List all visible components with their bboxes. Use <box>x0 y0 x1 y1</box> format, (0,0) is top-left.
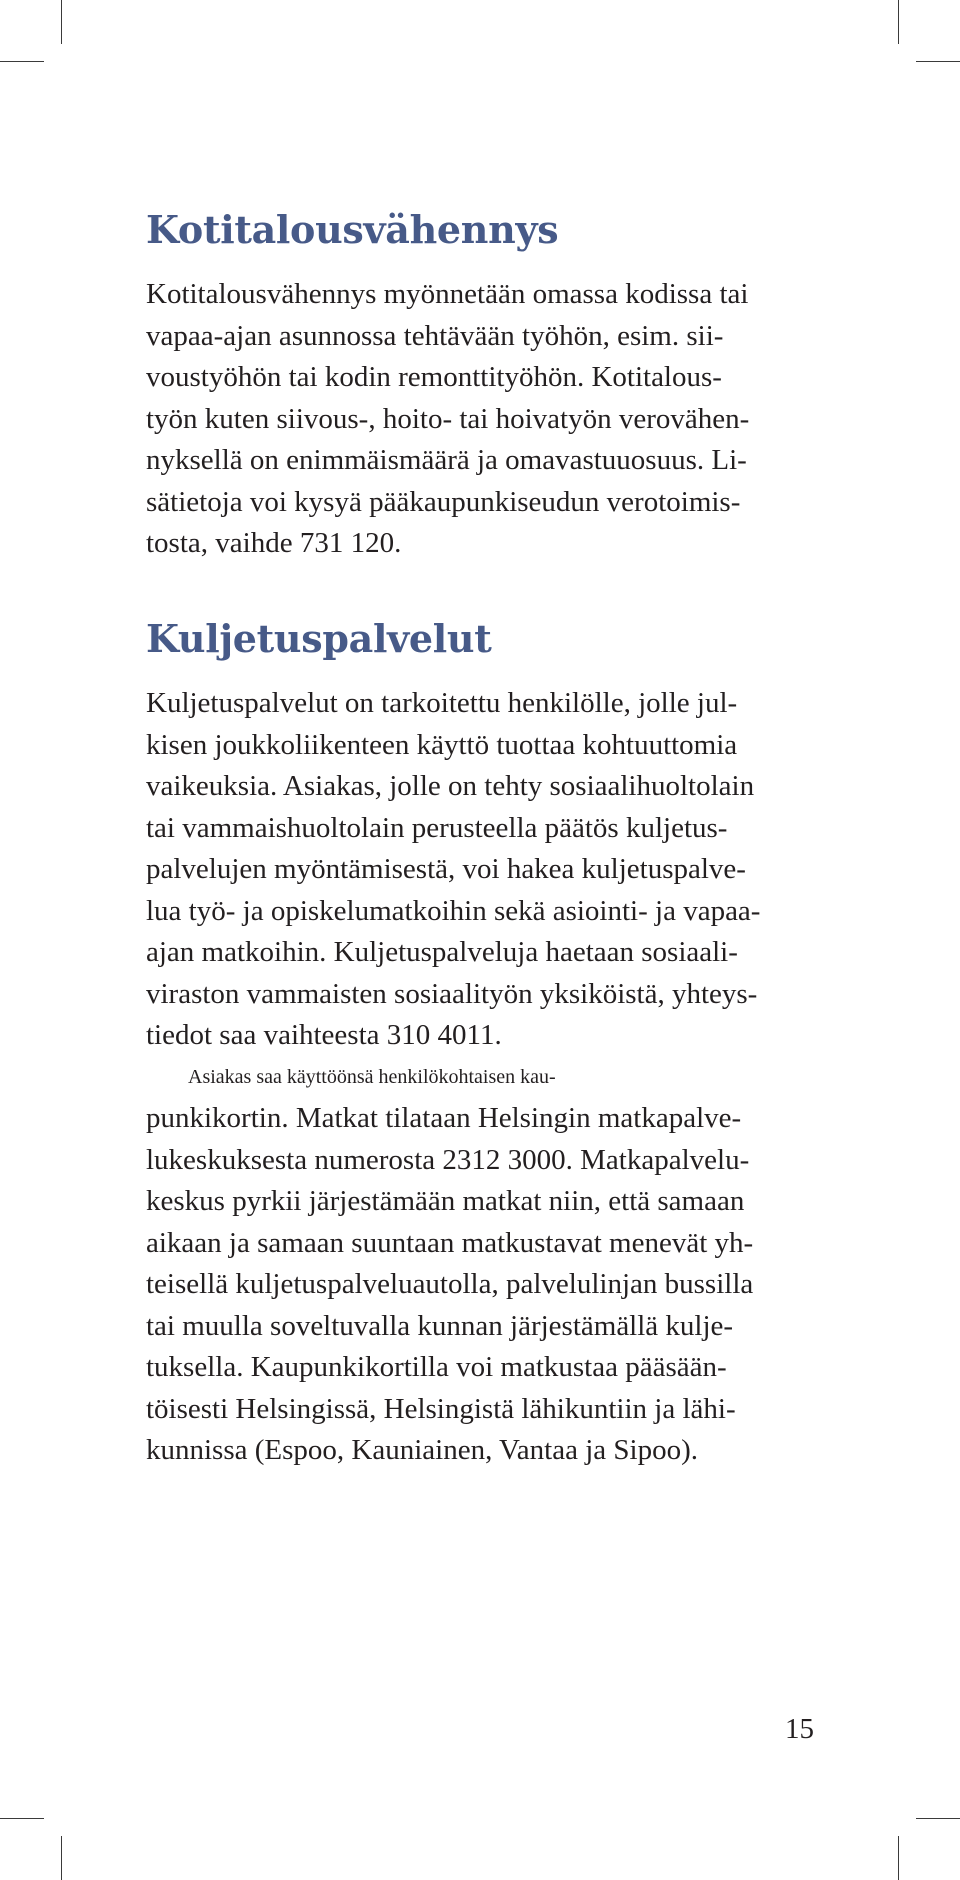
section-paragraph <box>146 274 814 565</box>
text-line: lua työ- ja opiskelumatkoihin sekä asiointi- ja vapaa- <box>146 894 761 927</box>
crop-mark-bottom-right-horizontal <box>916 1818 960 1819</box>
text-line: palvelujen myöntämisestä, voi hakea kuljetuspalve- <box>146 853 746 885</box>
section-kotitalousvahennys <box>146 208 814 565</box>
text-line: ajan matkoihin. Kuljetuspalveluja haetaan sosiaali- <box>146 936 738 968</box>
page-number: 15 <box>785 1713 814 1745</box>
crop-mark-top-left-vertical <box>61 0 62 44</box>
crop-mark-top-left-horizontal <box>0 61 44 62</box>
crop-mark-top-right-vertical <box>898 0 899 44</box>
text-line: tiedot saa vaihteesta 310 4011. <box>146 1019 502 1051</box>
text-line: työn kuten siivous-, hoito- tai hoivatyön verovähen- <box>146 402 750 435</box>
text-line: aikaan ja samaan suuntaan matkustavat menevät yh- <box>146 1226 754 1259</box>
text-line: lukeskuksesta numerosta 2312 3000. Matkapalvelu- <box>146 1143 750 1176</box>
text-line: töisesti Helsingissä, Helsingistä lähikuntiin ja lähi- <box>146 1392 736 1425</box>
section-kuljetuspalvelut <box>146 617 814 1472</box>
text-line: vapaa-ajan asunnossa tehtävään työhön, esim. sii- <box>146 319 724 352</box>
section-heading: Kotitalousvähennys <box>146 207 559 252</box>
text-line: vaikeuksia. Asiakas, jolle on tehty sosiaalihuoltolain <box>146 770 755 802</box>
section-paragraph <box>146 1057 814 1472</box>
text-line: nyksellä on enimmäismäärä ja omavastuuosuus. Li- <box>146 444 747 476</box>
text-line: tosta, vaihde 731 120. <box>146 527 402 559</box>
crop-mark-top-right-horizontal <box>916 61 960 62</box>
section-paragraph <box>146 683 814 1057</box>
crop-mark-bottom-left-vertical <box>61 1836 62 1880</box>
text-line: keskus pyrkii järjestämään matkat niin, että samaan <box>146 1185 745 1217</box>
text-line: Kuljetuspalvelut on tarkoitettu henkilölle, jolle jul- <box>146 687 738 719</box>
text-line: tuksella. Kaupunkikortilla voi matkustaa pääsään- <box>146 1351 727 1383</box>
text-line: teisellä kuljetuspalveluautolla, palvelulinjan bussilla <box>146 1268 754 1300</box>
text-line: punkikortin. Matkat tilataan Helsingin matkapalve- <box>146 1102 742 1134</box>
text-line: kunnissa (Espoo, Kauniainen, Vantaa ja Sipoo). <box>146 1434 698 1466</box>
text-line: kisen joukkoliikenteen käyttö tuottaa kohtuuttomia <box>146 728 738 761</box>
text-line: viraston vammaisten sosiaalityön yksiköistä, yhteys- <box>146 977 758 1010</box>
text-line: tai vammaishuoltolain perusteella päätös kuljetus- <box>146 811 728 844</box>
text-line: voustyöhön tai kodin remonttityöhön. Kotitalous- <box>146 361 722 393</box>
text-line: Kotitalousvähennys myönnetään omassa kodissa tai <box>146 278 749 310</box>
section-heading: Kuljetuspalvelut <box>146 616 492 661</box>
text-line: sätietoja voi kysyä pääkaupunkiseudun verotoimis- <box>146 485 741 518</box>
crop-mark-bottom-left-horizontal <box>0 1818 44 1819</box>
text-line: Asiakas saa käyttöönsä henkilökohtaisen kau- <box>188 1065 556 1088</box>
text-line: tai muulla soveltuvalla kunnan järjestämällä kulje- <box>146 1309 734 1342</box>
crop-mark-bottom-right-vertical <box>898 1836 899 1880</box>
